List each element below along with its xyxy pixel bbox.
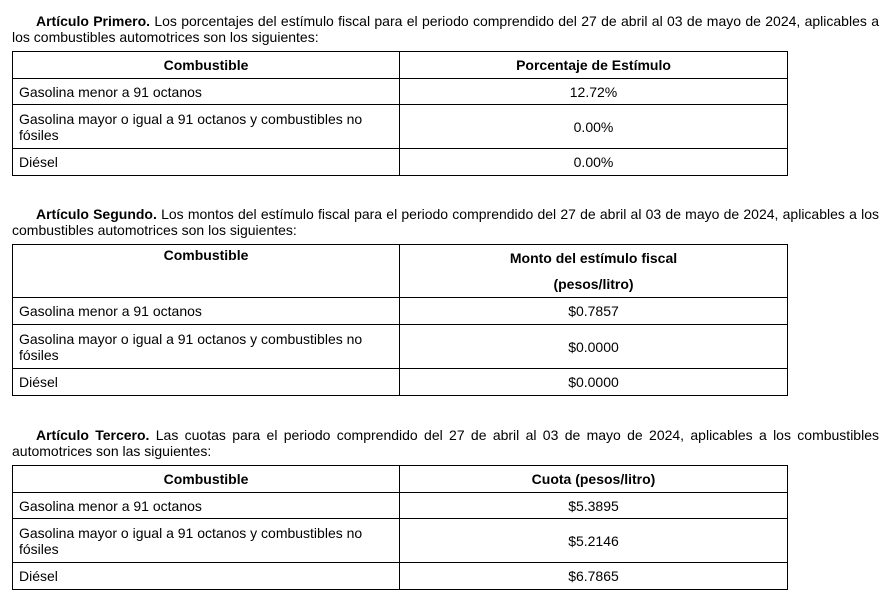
table-row [13,519,788,563]
table-row [13,79,788,105]
article-third-table [12,465,788,590]
fuel-column-header: Combustible [13,245,400,298]
article-first-text: Los porcentajes del estímulo fiscal para el periodo comprendido del 27 de abril al 03 de mayo de 2024, aplicables a los combustibles automotrices son los siguientes: [12,13,879,45]
fuel-cell: Diésel [13,149,400,176]
article-third [12,427,879,590]
value-cell: $6.7865 [400,563,788,590]
table-header-row [13,466,788,493]
table-row [13,325,788,369]
article-second-intro [12,206,879,238]
article-first [12,13,879,176]
article-third-intro [12,427,879,459]
quota-column-header: Cuota (pesos/litro) [400,466,788,493]
table-row [13,105,788,149]
article-second [12,206,879,396]
value-cell: $5.3895 [400,493,788,519]
table-row [13,298,788,325]
fuel-column-header: Combustible [13,466,400,493]
table-header-row [13,245,788,298]
value-cell: $0.0000 [400,369,788,396]
fuel-cell: Gasolina mayor o igual a 91 octanos y combustibles no fósiles [13,519,400,563]
percentage-column-header: Porcentaje de Estímulo [400,52,788,79]
table-row [13,369,788,396]
fuel-cell: Gasolina menor a 91 octanos [13,493,400,519]
article-second-text: Los montos del estímulo fiscal para el periodo comprendido del 27 de abril al 03 de mayo de 2024, aplicables a los combustibles automotrices son los siguientes: [12,206,879,238]
article-first-table [12,51,788,176]
article-first-intro [12,13,879,45]
fuel-cell: Diésel [13,563,400,590]
value-cell: $0.7857 [400,298,788,325]
fuel-cell: Gasolina menor a 91 octanos [13,298,400,325]
table-row [13,563,788,590]
amount-column-header [400,245,788,298]
value-cell: $5.2146 [400,519,788,563]
value-cell: $0.0000 [400,325,788,369]
fuel-cell: Gasolina mayor o igual a 91 octanos y combustibles no fósiles [13,105,400,149]
article-second-heading: Artículo Segundo. [36,206,157,222]
amount-column-header-line2: (pesos/litro) [553,276,634,292]
amount-column-header-line1: Monto del estímulo fiscal [509,250,678,266]
fuel-cell: Gasolina mayor o igual a 91 octanos y combustibles no fósiles [13,325,400,369]
fuel-cell: Diésel [13,369,400,396]
article-third-heading: Artículo Tercero. [36,427,150,443]
article-second-table [12,244,788,396]
fuel-cell: Gasolina menor a 91 octanos [13,79,400,105]
value-cell: 0.00% [400,105,788,149]
table-row [13,493,788,519]
value-cell: 12.72% [400,79,788,105]
article-first-heading: Artículo Primero. [36,13,151,29]
fuel-column-header: Combustible [13,52,400,79]
article-third-text: Las cuotas para el periodo comprendido del 27 de abril al 03 de mayo de 2024, aplicables a los combustibles automotrices son las siguientes: [12,427,879,459]
value-cell: 0.00% [400,149,788,176]
table-row [13,149,788,176]
table-header-row [13,52,788,79]
